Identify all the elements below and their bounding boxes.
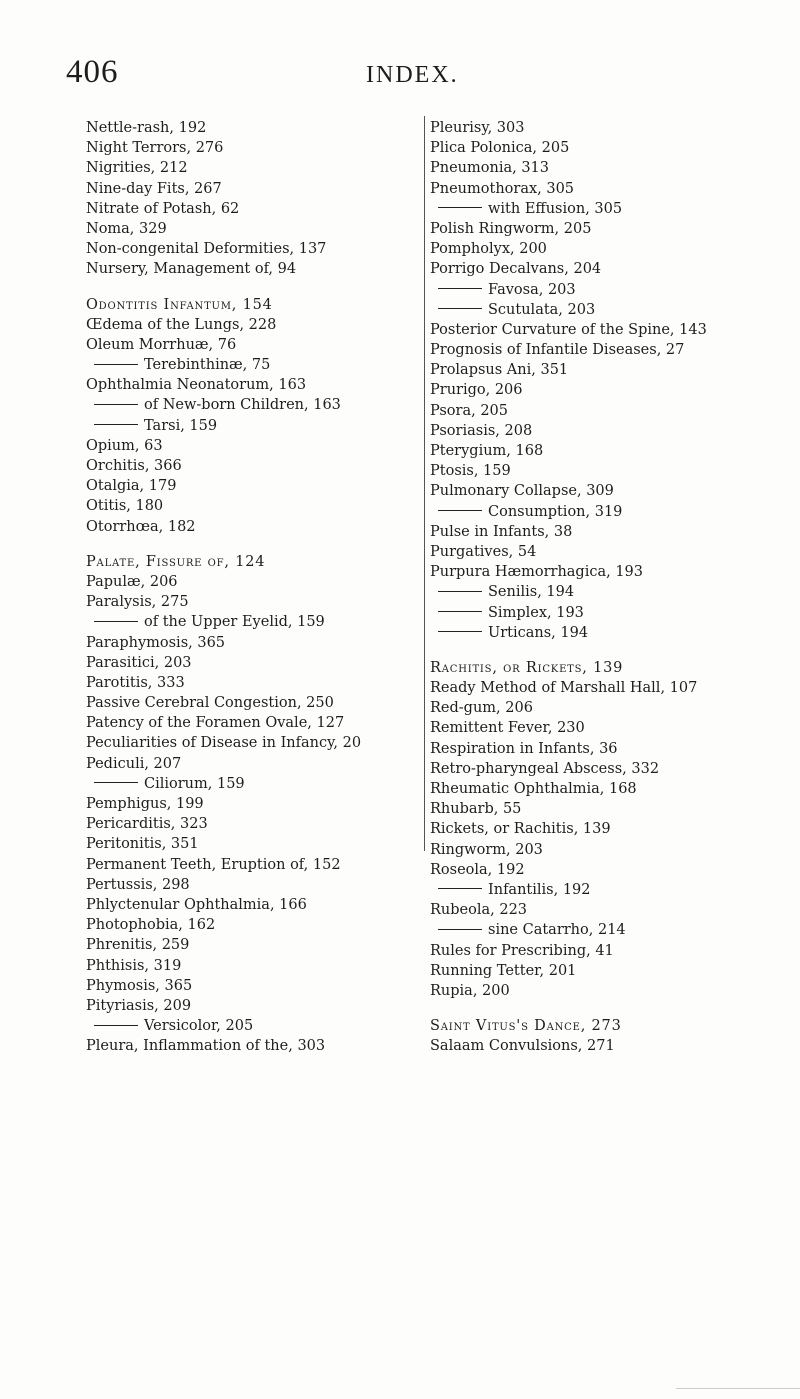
index-entry [86, 794, 416, 814]
index-entry-text: Nitrate of Potash, 62 [86, 200, 240, 217]
index-entry [86, 118, 416, 138]
index-entry [430, 340, 800, 360]
index-column-left [86, 118, 416, 1071]
index-entry-text: Psoriasis, 208 [430, 422, 533, 439]
index-entry [430, 441, 800, 461]
index-entry-text: Plica Polonica, 205 [430, 140, 570, 157]
index-entry [86, 935, 416, 955]
index-entry-text: Polish Ringworm, 205 [430, 220, 592, 237]
index-entry-text: Rachitis, or Rickets, 139 [430, 659, 624, 676]
index-entry [86, 179, 416, 199]
index-entry [86, 456, 416, 476]
index-entry [430, 1036, 800, 1056]
index-entry [430, 239, 800, 259]
index-entry [430, 360, 800, 380]
index-entry-text: Phrenitis, 259 [86, 937, 190, 954]
ditto-dash [438, 591, 482, 592]
index-entry-text: Nursery, Management of, 94 [86, 261, 297, 278]
index-entry-text: Remittent Fever, 230 [430, 720, 585, 737]
index-entry [86, 219, 416, 239]
index-entry-text: Roseola, 192 [430, 861, 525, 878]
index-entry [86, 633, 416, 653]
index-entry [430, 522, 800, 542]
index-entry [430, 981, 800, 1001]
column-divider [424, 116, 425, 851]
index-entry-text: sine Catarrho, 214 [488, 922, 626, 939]
index-entry [430, 481, 800, 501]
index-entry [430, 1016, 800, 1036]
index-entry [430, 219, 800, 239]
index-entry-text: Noma, 329 [86, 220, 167, 237]
ditto-dash [438, 510, 482, 511]
index-entry-text: Otalgia, 179 [86, 478, 177, 495]
index-entry-text: Infantilis, 192 [488, 881, 591, 898]
index-entry [430, 900, 800, 920]
index-entry-text: Palate, Fissure of, 124 [86, 553, 266, 570]
index-entry-text: Pertussis, 298 [86, 876, 190, 893]
index-entry [86, 552, 416, 572]
index-subentry [430, 623, 800, 643]
index-entry-text: Pompholyx, 200 [430, 241, 547, 258]
index-entry [430, 799, 800, 819]
index-entry [430, 718, 800, 738]
index-subentry [86, 1016, 416, 1036]
index-entry-text: Consumption, 319 [488, 503, 623, 520]
index-entry [86, 713, 416, 733]
index-subentry [86, 416, 416, 436]
ditto-dash [438, 611, 482, 612]
ditto-dash [94, 621, 138, 622]
index-entry-text: Patency of the Foramen Ovale, 127 [86, 715, 345, 732]
index-entry-text: Rickets, or Rachitis, 139 [430, 821, 611, 838]
index-entry [430, 179, 800, 199]
index-entry-text: Retro-pharyngeal Abscess, 332 [430, 760, 660, 777]
index-entry-text: Pterygium, 168 [430, 443, 544, 459]
index-entry [430, 118, 800, 138]
index-entry [430, 819, 800, 839]
index-entry-text: Rupia, 200 [430, 982, 510, 999]
index-entry-text: Otorrhœa, 182 [86, 518, 196, 535]
index-subentry [86, 612, 416, 632]
index-entry [86, 653, 416, 673]
index-entry-text: Pleurisy, 303 [430, 120, 525, 136]
index-entry-text: Porrigo Decalvans, 204 [430, 261, 602, 278]
index-entry [86, 996, 416, 1016]
index-entry-text: Rules for Prescribing, 41 [430, 942, 614, 959]
index-entry [86, 1036, 416, 1056]
index-entry-text: Purgatives, 54 [430, 543, 537, 560]
index-entry-text: Phthisis, 319 [86, 957, 182, 974]
index-entry-text: Salaam Convulsions, 271 [430, 1038, 615, 1055]
index-subentry [430, 502, 800, 522]
index-entry [430, 421, 800, 441]
index-entry-text: Red-gum, 206 [430, 700, 533, 717]
index-entry [430, 542, 800, 562]
index-entry [430, 401, 800, 421]
index-entry-text: Nine-day Fits, 267 [86, 180, 222, 197]
ditto-dash [94, 424, 138, 425]
index-entry-text: Parasitici, 203 [86, 654, 192, 671]
index-entry-text: Psora, 205 [430, 402, 509, 419]
index-entry-text: Prurigo, 206 [430, 382, 523, 399]
index-entry [86, 834, 416, 854]
index-entry-text: Pneumothorax, 305 [430, 180, 575, 197]
index-entry-text: Otitis, 180 [86, 498, 164, 515]
index-entry [86, 855, 416, 875]
index-entry [430, 840, 800, 860]
index-subentry [86, 395, 416, 415]
index-entry [430, 658, 800, 678]
index-entry-text: Peritonitis, 351 [86, 836, 199, 853]
index-entry-text: Pericarditis, 323 [86, 816, 208, 833]
index-entry-text: Tarsi, 159 [144, 417, 218, 434]
index-entry-text: Urticans, 194 [488, 624, 589, 641]
index-entry [430, 158, 800, 178]
index-group [430, 1016, 800, 1056]
index-subentry [86, 774, 416, 794]
index-entry-text: Ciliorum, 159 [144, 775, 245, 792]
index-group [86, 118, 416, 280]
index-entry-text: Purpura Hæmorrhagica, 193 [430, 564, 644, 581]
index-group [86, 552, 416, 1057]
index-group [86, 295, 416, 537]
index-entry [430, 461, 800, 481]
index-entry-text: Simplex, 193 [488, 604, 584, 621]
index-entry-text: Œdema of the Lungs, 228 [86, 316, 277, 333]
ditto-dash [438, 888, 482, 889]
index-entry-text: Nigrities, 212 [86, 160, 188, 177]
index-entry-text: Phlyctenular Ophthalmia, 166 [86, 896, 307, 913]
index-subentry [430, 920, 800, 940]
index-group [430, 118, 800, 643]
index-entry-text: Pulmonary Collapse, 309 [430, 483, 614, 500]
ditto-dash [438, 631, 482, 632]
ditto-dash [94, 364, 138, 365]
index-entry-text: Pityriasis, 209 [86, 997, 192, 1014]
index-subentry [430, 280, 800, 300]
index-entry [86, 814, 416, 834]
index-entry-text: Running Tetter, 201 [430, 962, 577, 979]
page-number: 406 [66, 54, 119, 90]
index-entry [86, 572, 416, 592]
index-entry-text: Non-congenital Deformities, 137 [86, 241, 327, 258]
index-entry-text: Orchitis, 366 [86, 458, 182, 474]
index-entry [430, 380, 800, 400]
index-entry [430, 941, 800, 961]
running-head: INDEX. [366, 62, 459, 88]
index-entry [86, 956, 416, 976]
index-entry-text: Ringworm, 203 [430, 841, 543, 858]
index-entry-text: Pemphigus, 199 [86, 796, 204, 812]
index-entry-text: Phymosis, 365 [86, 977, 193, 994]
index-entry-text: Paralysis, 275 [86, 594, 189, 611]
index-entry [430, 759, 800, 779]
index-entry [430, 860, 800, 880]
ditto-dash [438, 929, 482, 930]
ditto-dash [94, 404, 138, 405]
ditto-dash [94, 1025, 138, 1026]
index-group [430, 658, 800, 1001]
index-entry-text: Oleum Morrhuæ, 76 [86, 336, 237, 353]
index-entry [86, 295, 416, 315]
index-entry [86, 976, 416, 996]
ditto-dash [94, 782, 138, 783]
index-subentry [430, 582, 800, 602]
index-entry-text: Favosa, 203 [488, 281, 576, 298]
index-entry [86, 199, 416, 219]
index-entry [430, 259, 800, 279]
index-entry [86, 476, 416, 496]
index-entry [86, 138, 416, 158]
index-entry [86, 875, 416, 895]
index-entry [430, 320, 800, 340]
index-entry-text: Nettle-rash, 192 [86, 120, 207, 136]
index-entry [86, 673, 416, 693]
index-entry-text: Versicolor, 205 [144, 1018, 254, 1035]
index-entry-text: Pneumonia, 313 [430, 160, 550, 177]
index-entry-text: Parotitis, 333 [86, 674, 185, 691]
index-entry [86, 592, 416, 612]
index-entry [86, 335, 416, 355]
index-entry-text: Ptosis, 159 [430, 463, 511, 480]
index-entry-text: Ophthalmia Neonatorum, 163 [86, 377, 307, 394]
index-entry [430, 678, 800, 698]
index-column-right [430, 118, 800, 1071]
index-entry [430, 739, 800, 759]
index-entry [430, 961, 800, 981]
index-entry-text: Prolapsus Ani, 351 [430, 362, 569, 379]
index-entry-text: with Effusion, 305 [488, 200, 623, 217]
index-entry-text: Posterior Curvature of the Spine, 143 [430, 321, 707, 338]
index-entry [86, 915, 416, 935]
index-subentry [86, 355, 416, 375]
index-entry [430, 138, 800, 158]
ditto-dash [438, 308, 482, 309]
index-entry [430, 698, 800, 718]
index-entry [430, 562, 800, 582]
ditto-dash [438, 288, 482, 289]
index-entry [86, 496, 416, 516]
index-entry-text: Senilis, 194 [488, 584, 575, 601]
ditto-dash [438, 207, 482, 208]
index-entry-text: Passive Cerebral Congestion, 250 [86, 695, 334, 712]
index-subentry [430, 199, 800, 219]
index-entry-text: Saint Vitus's Dance, 273 [430, 1018, 622, 1035]
index-entry-text: Permanent Teeth, Eruption of, 152 [86, 856, 341, 873]
index-subentry [430, 300, 800, 320]
index-entry [430, 779, 800, 799]
index-entry-text: Opium, 63 [86, 437, 163, 454]
index-entry [86, 517, 416, 537]
index-entry-text: of New-born Children, 163 [144, 397, 341, 414]
index-entry [86, 158, 416, 178]
index-entry-text: Prognosis of Infantile Diseases, 27 [430, 342, 685, 359]
index-entry-text: Scutulata, 203 [488, 301, 596, 318]
index-entry-text: of the Upper Eyelid, 159 [144, 614, 325, 631]
index-entry-text: Pediculi, 207 [86, 755, 182, 772]
index-entry-text: Pulse in Infants, 38 [430, 523, 573, 540]
index-entry-text: Peculiarities of Disease in Infancy, 20 [86, 735, 362, 752]
index-entry-text: Rhubarb, 55 [430, 801, 522, 818]
index-entry-text: Papulæ, 206 [86, 573, 178, 590]
index-entry-text: Pleura, Inflammation of the, 303 [86, 1038, 326, 1055]
index-entry-text: Odontitis Infantum, 154 [86, 296, 273, 313]
index-entry-text: Paraphymosis, 365 [86, 634, 226, 651]
footer-rule [676, 1388, 800, 1389]
index-entry [86, 375, 416, 395]
index-entry-text: Terebinthinæ, 75 [144, 357, 271, 374]
index-entry [86, 259, 416, 279]
index-subentry [430, 880, 800, 900]
index-entry-text: Respiration in Infants, 36 [430, 740, 618, 757]
index-entry [86, 693, 416, 713]
index-entry [86, 733, 416, 753]
index-entry-text: Ready Method of Marshall Hall, 107 [430, 680, 698, 697]
index-entry-text: Rubeola, 223 [430, 902, 528, 919]
index-entry-text: Rheumatic Ophthalmia, 168 [430, 781, 637, 797]
index-entry [86, 315, 416, 335]
index-entry [86, 895, 416, 915]
index-entry-text: Night Terrors, 276 [86, 140, 224, 157]
index-entry [86, 436, 416, 456]
index-subentry [430, 603, 800, 623]
index-entry [86, 239, 416, 259]
index-entry [86, 754, 416, 774]
index-entry-text: Photophobia, 162 [86, 917, 216, 934]
